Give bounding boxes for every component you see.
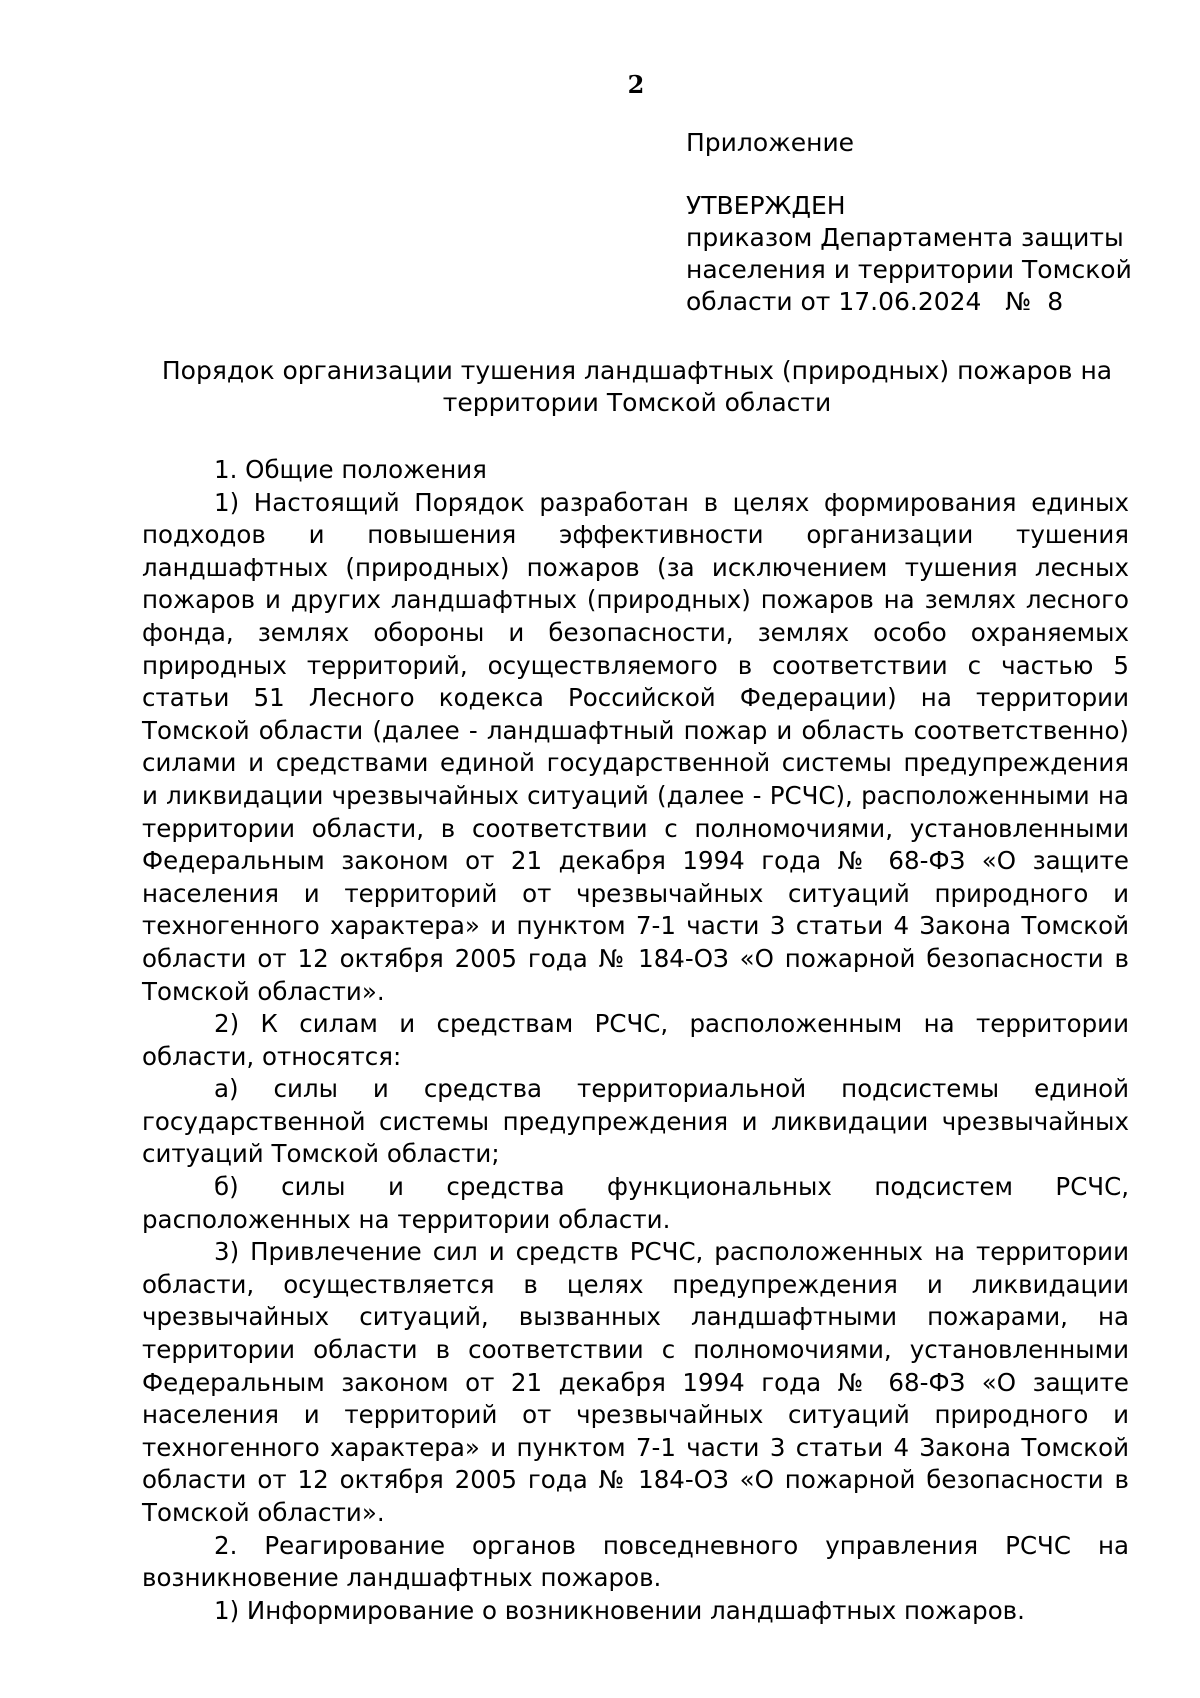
paragraph: 2) К силам и средствам РСЧС, расположенным на территории области, относятся: <box>142 1009 1129 1071</box>
approval-block <box>686 190 1146 318</box>
paragraph: а) силы и средства территориальной подсистемы единой государственной системы предупреждения и ликвидации чрезвычайных ситуаций Томской области; <box>142 1074 1129 1169</box>
approval-line: населения и территории Томской <box>686 255 1132 284</box>
approval-status: УТВЕРЖДЕН <box>686 191 846 220</box>
approval-line: приказом Департамента защиты <box>686 223 1124 252</box>
paragraph: 1) Информирование о возникновении ландшафтных пожаров. <box>214 1595 1025 1625</box>
section-heading: 1. Общие положения <box>214 455 487 484</box>
document-title-line: территории Томской области <box>442 388 832 417</box>
section-heading: 2. Реагирование органов повседневного управления РСЧС на возникновение ландшафтных пожаров. <box>142 1530 1129 1593</box>
document-title <box>142 355 1132 419</box>
appendix-label: Приложение <box>686 128 855 157</box>
paragraph: б) силы и средства функциональных подсистем РСЧС, расположенных на территории области. <box>142 1172 1129 1234</box>
paragraph: 3) Привлечение сил и средств РСЧС, расположенных на территории области, осуществляется в целях предупреждения и ликвидации чрезвычайных ситуаций, вызванных ландшафтными пожарами, на территории области в соответствии с полномочиями, установленными Федеральным законом от 21 декабря 1994 года № 68-ФЗ «О защите населения и территорий от чрезвычайных ситуаций природного и техногенного характера» и пунктом 7-1 части 3 статьи 4 Закона Томской области от 12 октября 2005 года № 184-ОЗ «О пожарной безопасности в Томской области». <box>142 1237 1129 1527</box>
document-body <box>142 454 1129 1627</box>
page-number: 2 <box>627 70 645 99</box>
document-title-line: Порядок организации тушения ландшафтных (природных) пожаров на <box>161 356 1113 385</box>
approval-line: области от 17.06.2024 № 8 <box>686 287 1064 316</box>
paragraph: 1) Настоящий Порядок разработан в целях формирования единых подходов и повышения эффективности организации тушения ландшафтных (природных) пожаров (за исключением тушения лесных пожаров и других ландшафтных (природных) пожаров на землях лесного фонда, землях обороны и безопасности, землях особо охраняемых природных территорий, осуществляемого в соответствии с частью 5 статьи 51 Лесного кодекса Российской Федерации) на территории Томской области (далее - ландшафтный пожар и область соответственно) силами и средствами единой государственной системы предупреждения и ликвидации чрезвычайных ситуаций (далее - РСЧС), расположенными на территории области, в соответствии с полномочиями, установленными Федеральным законом от 21 декабря 1994 года № 68-ФЗ «О защите населения и территорий от чрезвычайных ситуаций природного и техногенного характера» и пунктом 7-1 части 3 статьи 4 Закона Томской области от 12 октября 2005 года № 184-ОЗ «О пожарной безопасности в Томской области». <box>142 487 1129 1006</box>
